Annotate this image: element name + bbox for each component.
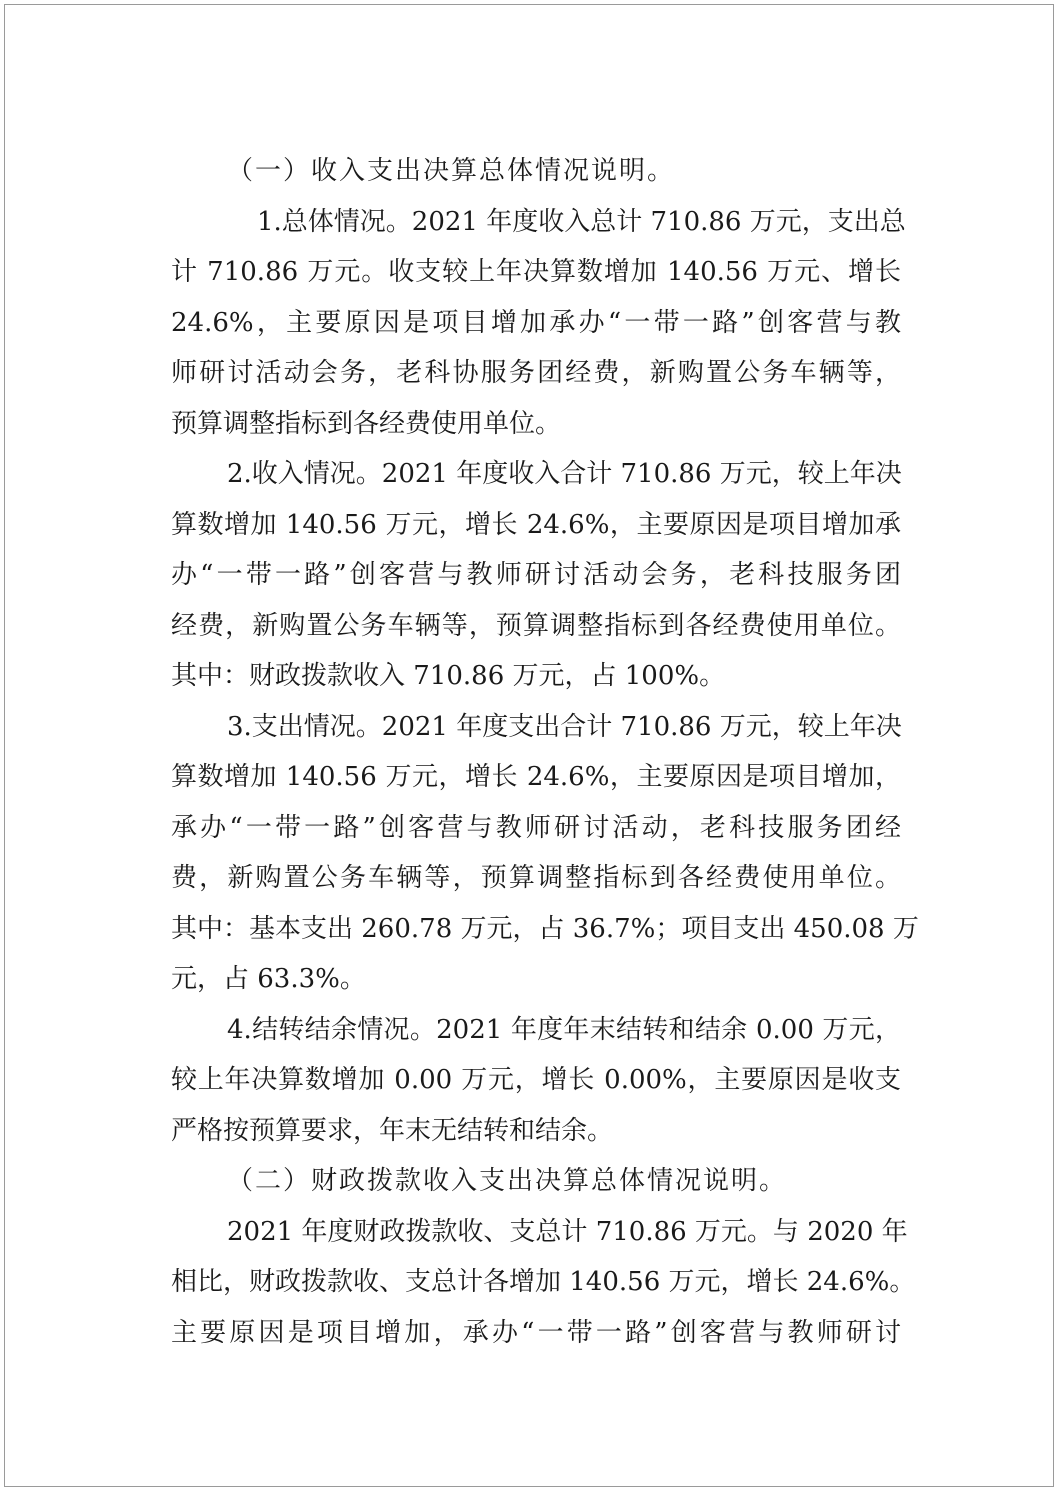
paragraph-4-line: 4.结转结余情况。2021 年度年末结转和结余 0.00 万元， bbox=[227, 1014, 901, 1045]
paragraph-1-line: 预算调整指标到各经费使用单位。 bbox=[171, 408, 562, 439]
paragraph-1-line: 计 710.86 万元。收支较上年决算数增加 140.56 万元、增长 bbox=[171, 257, 901, 287]
paragraph-1-line: 1.总体情况。2021 年度收入总计 710.86 万元，支出总 bbox=[257, 206, 906, 237]
paragraph-4-line: 严格按预算要求，年末无结转和结余。 bbox=[171, 1115, 614, 1146]
paragraph-1-line: 24.6%，主要原因是项目增加承办“一带一路”创客营与教 bbox=[171, 307, 901, 338]
paragraph-3-line: 算数增加 140.56 万元，增长 24.6%，主要原因是项目增加， bbox=[171, 762, 901, 792]
paragraph-2-line: 算数增加 140.56 万元，增长 24.6%，主要原因是项目增加承 bbox=[171, 509, 901, 540]
document-body bbox=[171, 146, 919, 1358]
paragraph-5-line: 相比，财政拨款收、支总计各增加 140.56 万元，增长 24.6%。 bbox=[171, 1267, 916, 1297]
paragraph-5-line: 2021 年度财政拨款收、支总计 710.86 万元。与 2020 年 bbox=[227, 1216, 908, 1247]
paragraph-3-line: 3.支出情况。2021 年度支出合计 710.86 万元，较上年决 bbox=[227, 711, 902, 742]
paragraph-2-line: 办“一带一路”创客营与教师研讨活动会务，老科技服务团 bbox=[171, 560, 901, 590]
paragraph-2-line: 经费，新购置公务车辆等，预算调整指标到各经费使用单位。 bbox=[171, 610, 901, 641]
paragraph-1-line: 师研讨活动会务，老科协服务团经费，新购置公务车辆等， bbox=[171, 358, 901, 388]
paragraph-5-line: 主要原因是项目增加，承办“一带一路”创客营与教师研讨 bbox=[171, 1317, 901, 1348]
paragraph-3-line: 其中：基本支出 260.78 万元，占 36.7%；项目支出 450.08 万 bbox=[171, 913, 919, 944]
section-heading-1: （一）收入支出决算总体情况说明。 bbox=[227, 156, 676, 186]
section-heading-2: （二）财政拨款收入支出决算总体情况说明。 bbox=[227, 1166, 788, 1196]
paragraph-3-line: 费，新购置公务车辆等，预算调整指标到各经费使用单位。 bbox=[171, 863, 901, 893]
paragraph-2-line: 2.收入情况。2021 年度收入合计 710.86 万元，较上年决 bbox=[227, 459, 902, 489]
paragraph-4-line: 较上年决算数增加 0.00 万元，增长 0.00%，主要原因是收支 bbox=[171, 1065, 901, 1095]
paragraph-2-line: 其中：财政拨款收入 710.86 万元，占 100%。 bbox=[171, 661, 726, 691]
paragraph-3-line: 元，占 63.3%。 bbox=[171, 964, 366, 994]
page-frame bbox=[4, 4, 1054, 1487]
paragraph-3-line: 承办“一带一路”创客营与教师研讨活动，老科技服务团经 bbox=[171, 812, 901, 843]
